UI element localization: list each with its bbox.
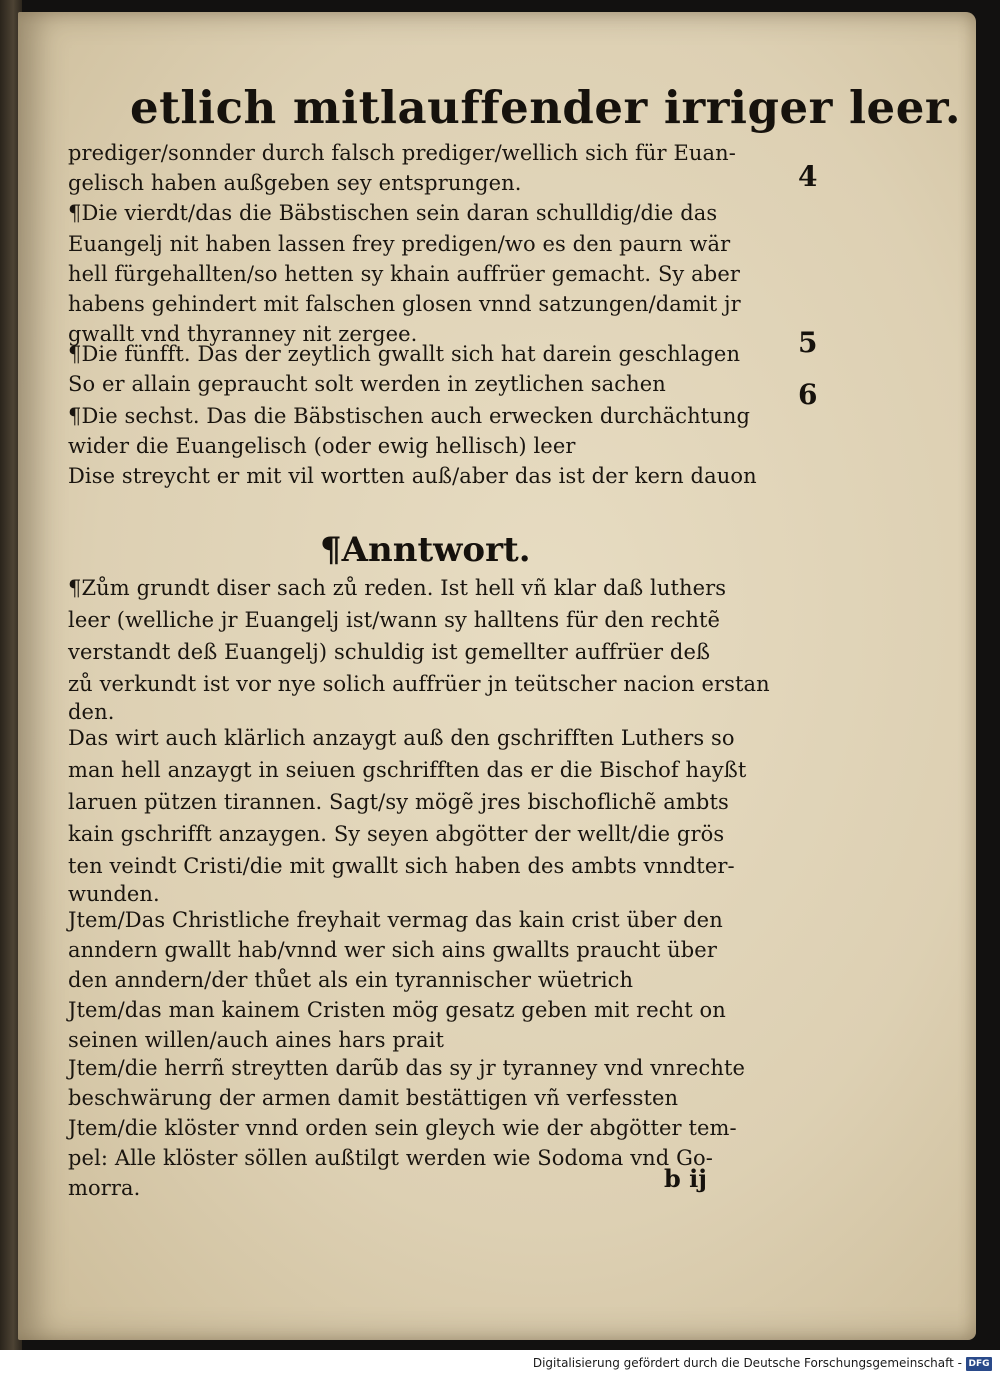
text-line: wider die Euangelisch (oder ewig hellisch) leer	[68, 434, 576, 458]
text-line: prediger/sonnder durch falsch prediger/wellich sich für Euan-	[68, 141, 736, 165]
text-line: laruen pützen tirannen. Sagt/sy mögẽ jres bischoflichẽ ambts	[68, 790, 729, 814]
text-line: beschwärung der armen damit bestättigen vñ verfessten	[68, 1086, 679, 1110]
text-line: Jtem/Das Christliche freyhait vermag das kain crist über den	[68, 908, 723, 932]
text-line: Jtem/die klöster vnnd orden sein gleych wie der abgötter tem-	[68, 1116, 737, 1140]
text-line: seinen willen/auch aines hars prait	[68, 1028, 445, 1052]
dfg-logo: DFG	[966, 1357, 992, 1371]
text-line: Jtem/das man kainem Cristen mög gesatz geben mit recht on	[68, 998, 726, 1022]
text-line: anndern gwallt hab/vnnd wer sich ains gwallts praucht über	[68, 938, 717, 962]
text-line: Euangelj nit haben lassen frey predigen/wo es den paurn wär	[68, 232, 731, 256]
signature-mark: b ij	[664, 1164, 707, 1193]
running-headline: etlich mitlauffender irriger leer.	[130, 81, 962, 134]
text-line: den anndern/der thůet als ein tyrannischer wüetrich	[68, 968, 634, 992]
text-line: hell fürgehallten/so hetten sy khain auffrüer gemacht. Sy aber	[68, 262, 740, 286]
text-line: kain gschrifft anzaygen. Sy seyen abgötter der wellt/die grös	[68, 822, 725, 846]
margin-number: 4	[798, 160, 818, 193]
text-line: leer (welliche jr Euangelj ist/wann sy halltens für den rechtẽ	[68, 608, 721, 632]
text-line: ¶Die vierdt/das die Bäbstischen sein daran schulldig/die das	[68, 201, 718, 225]
text-line: ¶Zům grundt diser sach zů reden. Ist hell vñ klar daß luthers	[68, 576, 727, 600]
margin-number: 5	[798, 326, 818, 359]
margin-number: 6	[798, 378, 818, 411]
text-line: wunden.	[68, 882, 160, 906]
text-line: gwallt vnd thyranney nit zergee.	[68, 322, 418, 346]
text-line: man hell anzaygt in seiuen gschrifften das er die Bischof hayßt	[68, 758, 747, 782]
text-line: den.	[68, 700, 115, 724]
text-line: verstandt deß Euangelj) schuldig ist gemellter auffrüer deß	[68, 640, 711, 664]
text-line: Das wirt auch klärlich anzaygt auß den gschrifften Luthers so	[68, 726, 735, 750]
section-heading: ¶Anntwort.	[320, 530, 531, 570]
text-line: pel: Alle klöster söllen außtilgt werden wie Sodoma vnd Go-	[68, 1146, 713, 1170]
text-line: ¶Die sechst. Das die Bäbstischen auch erwecken durchächtung	[68, 404, 751, 428]
text-line: gelisch haben außgeben sey entsprungen.	[68, 171, 522, 195]
text-line: Dise streycht er mit vil wortten auß/aber das ist der kern dauon	[68, 464, 757, 488]
funding-credit: Digitalisierung gefördert durch die Deutsche Forschungsgemeinschaft -	[532, 1356, 962, 1370]
text-line: morra.	[68, 1176, 141, 1200]
text-line: So er allain gepraucht solt werden in zeytlichen sachen	[68, 372, 666, 396]
book-page	[18, 12, 976, 1340]
text-line: ¶Die fünfft. Das der zeytlich gwallt sich hat darein geschlagen	[68, 342, 741, 366]
text-line: ten veindt Cristi/die mit gwallt sich haben des ambts vnndter-	[68, 854, 735, 878]
text-line: zů verkundt ist vor nye solich auffrüer jn teütscher nacion erstan	[68, 672, 770, 696]
text-line: Jtem/die herrñ streytten darũb das sy jr tyranney vnd vnrechte	[68, 1056, 746, 1080]
text-line: habens gehindert mit falschen glosen vnnd satzungen/damit jr	[68, 292, 741, 316]
